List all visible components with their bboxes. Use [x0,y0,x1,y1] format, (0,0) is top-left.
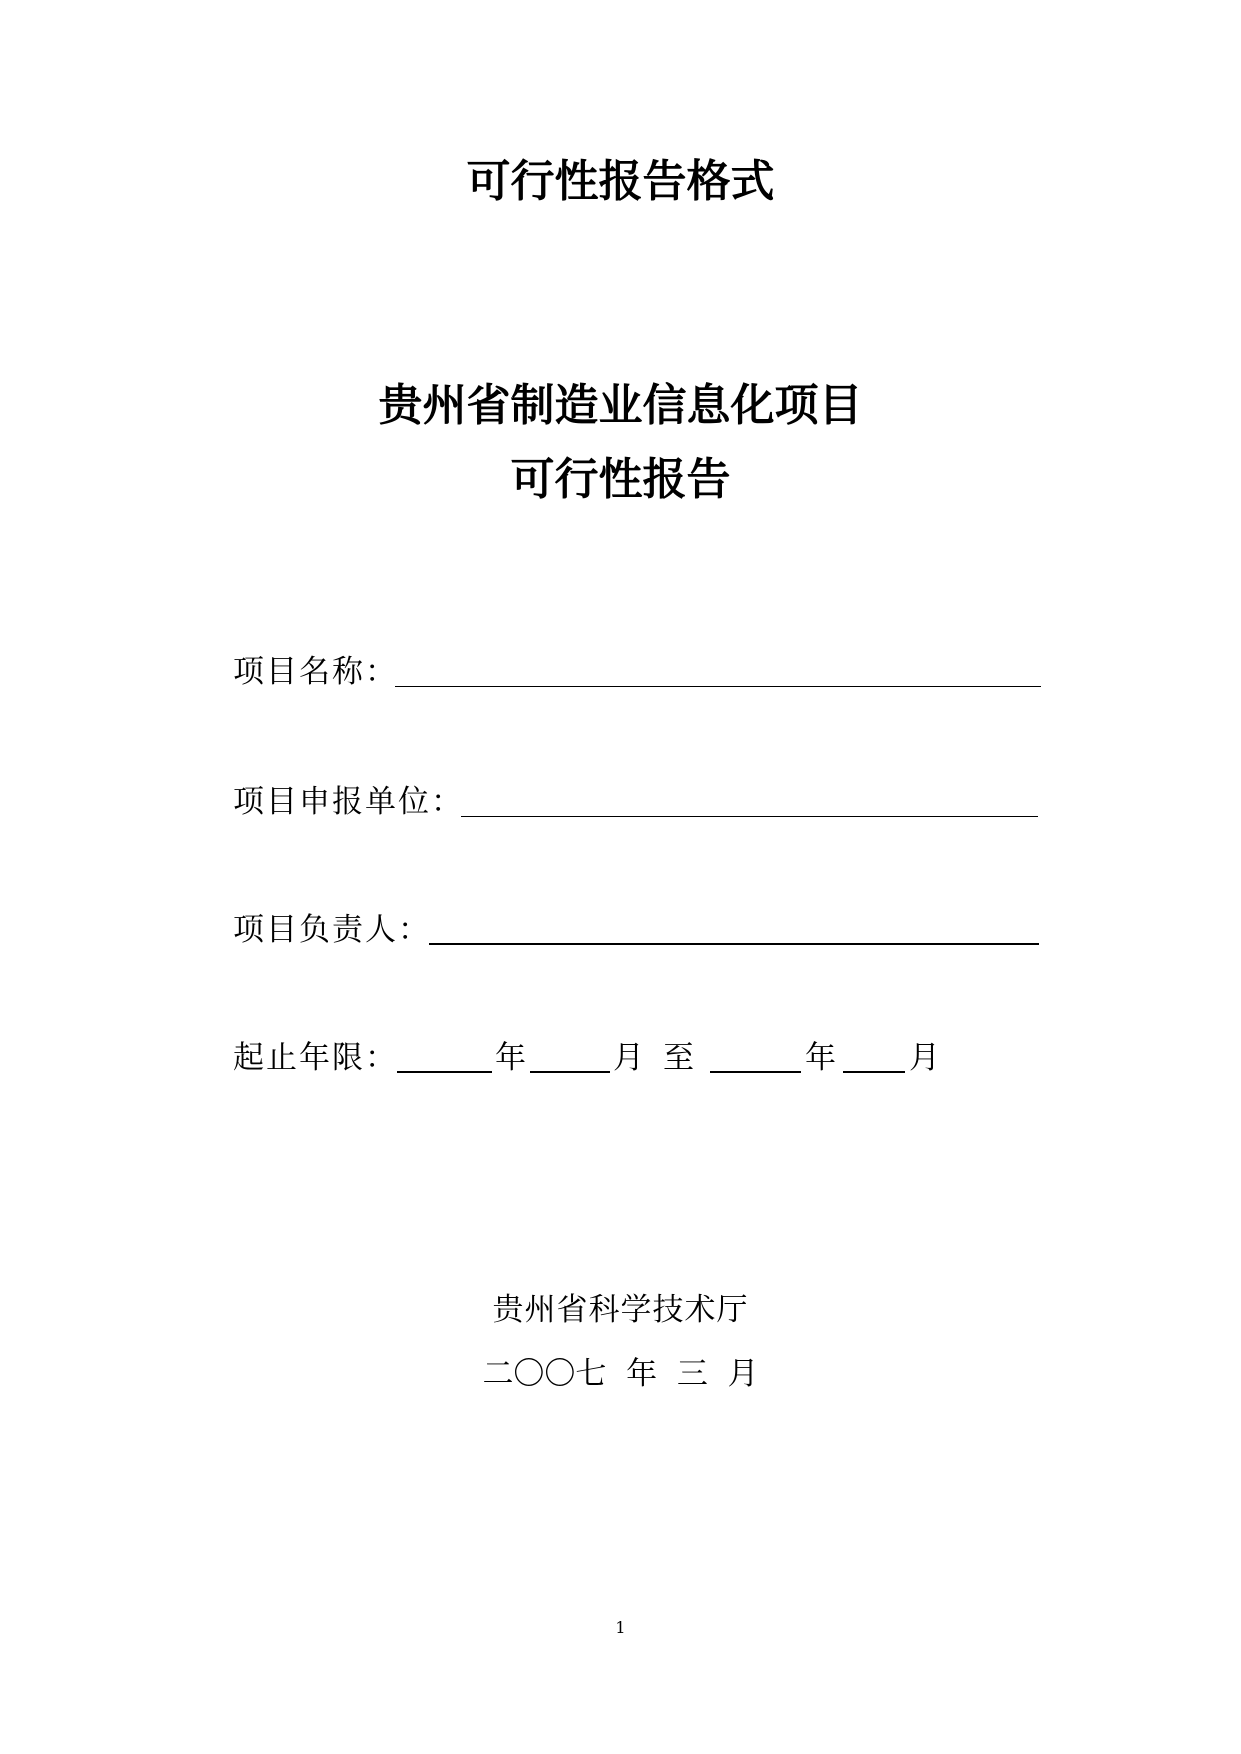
applicant-unit-blank-line [461,816,1038,817]
project-leader-label: 项目负责人： [233,912,431,948]
period-to-text: 至 [663,1040,694,1076]
period-label: 起止年限： [233,1040,398,1076]
period-row [233,1036,993,1080]
applicant-unit-label: 项目申报单位： [233,784,464,820]
end-month-blank [843,1071,905,1073]
end-month-unit: 月 [909,1040,940,1076]
page-number: 1 [615,1618,626,1637]
end-year-blank [710,1071,801,1073]
start-month-unit: 月 [613,1040,644,1076]
report-title-line-2: 可行性报告 [510,454,731,505]
start-year-unit: 年 [495,1040,526,1076]
issue-date: 二〇〇七 年 三 月 [482,1356,759,1392]
end-year-unit: 年 [805,1040,836,1076]
project-name-blank-line [395,686,1041,687]
format-title: 可行性报告格式 [466,156,775,207]
project-leader-blank-line [429,943,1039,945]
issuer-name: 贵州省科学技术厅 [492,1292,749,1328]
project-name-label: 项目名称： [233,654,398,690]
start-year-blank [397,1071,492,1073]
start-month-blank [530,1071,610,1073]
report-title-line-1: 贵州省制造业信息化项目 [378,380,863,431]
